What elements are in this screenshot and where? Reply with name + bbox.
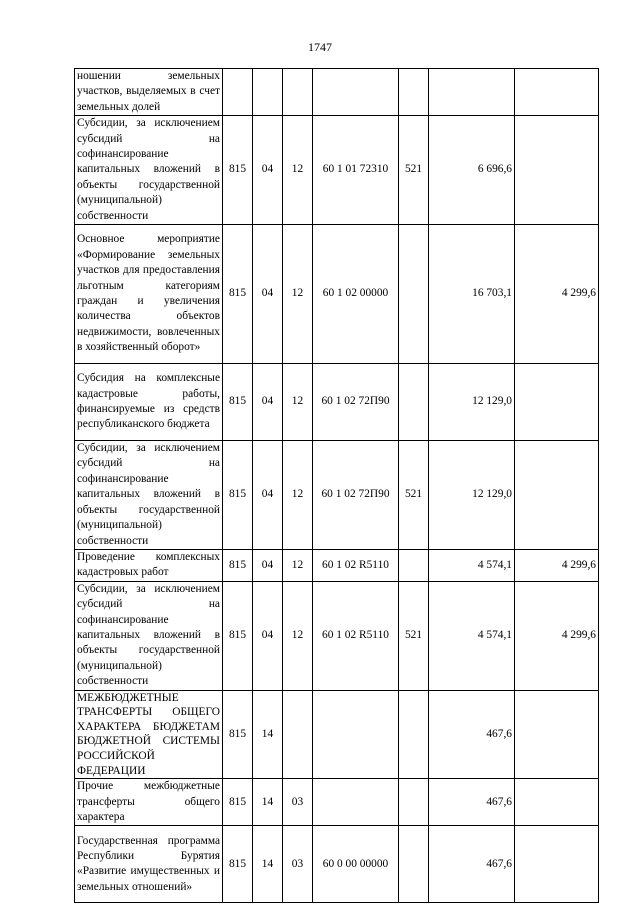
expense-type-cell: 521 [399,581,429,690]
target-article-cell: 60 1 01 72310 [313,116,399,225]
table-row [75,581,599,690]
subsection-code-cell: 12 [283,364,313,441]
amount-federal-cell [515,69,599,116]
amount-federal-cell [515,826,599,903]
section-code-cell: 04 [253,116,283,225]
row-name-cell: Субсидии, за исключением субсидий на софинансирование капитальных вложений в объекты государственной (муниципальной) собственности [75,581,223,690]
target-article-cell: 60 1 02 72П90 [313,441,399,550]
row-name-cell: ношении земельных участков, выделяемых в счет земельных долей [75,69,223,116]
ministry-code-cell: 815 [223,225,253,364]
ministry-code-cell: 815 [223,581,253,690]
table-row [75,441,599,550]
amount-federal-cell: 4 299,6 [515,549,599,581]
ministry-code-cell: 815 [223,441,253,550]
amount-federal-cell [515,690,599,779]
subsection-code-cell: 03 [283,826,313,903]
section-code-cell: 14 [253,826,283,903]
row-name-cell: Субсидии, за исключением субсидий на софинансирование капитальных вложений в объекты государственной (муниципальной) собственности [75,441,223,550]
row-name-cell: Субсидия на комплексные кадастровые работы, финансируемые из средств республиканского бюджета [75,364,223,441]
target-article-cell [313,690,399,779]
section-code-cell: 04 [253,549,283,581]
ministry-code-cell: 815 [223,364,253,441]
section-code-cell: 14 [253,779,283,826]
section-code-cell: 04 [253,225,283,364]
subsection-code-cell: 12 [283,581,313,690]
amount-federal-cell: 4 299,6 [515,225,599,364]
expense-type-cell [399,225,429,364]
amount-cell: 4 574,1 [429,581,515,690]
subsection-code-cell: 12 [283,225,313,364]
subsection-code-cell: 03 [283,779,313,826]
amount-cell: 467,6 [429,779,515,826]
subsection-code-cell: 12 [283,549,313,581]
target-article-cell: 60 1 02 00000 [313,225,399,364]
amount-federal-cell [515,441,599,550]
amount-cell: 6 696,6 [429,116,515,225]
expense-type-cell [399,364,429,441]
ministry-code-cell: 815 [223,779,253,826]
row-name-cell: Прочие межбюджетные трансферты общего характера [75,779,223,826]
table-row [75,364,599,441]
amount-cell: 4 574,1 [429,549,515,581]
subsection-code-cell [283,690,313,779]
section-code-cell: 04 [253,364,283,441]
expense-type-cell [399,69,429,116]
table-row [75,690,599,779]
page-number: 1747 [308,40,332,54]
expense-type-cell: 521 [399,116,429,225]
section-code-cell: 14 [253,690,283,779]
section-code-cell [253,69,283,116]
section-code-cell: 04 [253,441,283,550]
amount-federal-cell [515,364,599,441]
row-name-cell: Государственная программа Республики Бурятия «Развитие имущественных и земельных отношений» [75,826,223,903]
expense-type-cell [399,549,429,581]
target-article-cell: 60 1 02 72П90 [313,364,399,441]
expense-type-cell [399,779,429,826]
amount-cell: 12 129,0 [429,364,515,441]
ministry-code-cell: 815 [223,549,253,581]
subsection-code-cell: 12 [283,116,313,225]
row-name-cell: Субсидии, за исключением субсидий на софинансирование капитальных вложений в объекты государственной (муниципальной) собственности [75,116,223,225]
expense-type-cell [399,826,429,903]
row-name-cell: Основное мероприятие «Формирование земельных участков для предоставления льготным категориям граждан и увеличения количества объектов недвижимости, вовлеченных в хозяйственный оборот» [75,225,223,364]
table-row [75,116,599,225]
amount-cell: 16 703,1 [429,225,515,364]
amount-cell: 467,6 [429,690,515,779]
table-row [75,549,599,581]
subsection-code-cell [283,69,313,116]
row-name-cell: МЕЖБЮДЖЕТНЫЕ ТРАНСФЕРТЫ ОБЩЕГО ХАРАКТЕРА БЮДЖЕТАМ БЮДЖЕТНОЙ СИСТЕМЫ РОССИЙСКОЙ ФЕДЕРАЦИИ [75,690,223,779]
row-name-cell: Проведение комплексных кадастровых работ [75,549,223,581]
target-article-cell: 60 0 00 00000 [313,826,399,903]
amount-cell: 12 129,0 [429,441,515,550]
ministry-code-cell: 815 [223,690,253,779]
amount-cell [429,69,515,116]
table-row [75,225,599,364]
amount-federal-cell [515,116,599,225]
expense-type-cell [399,690,429,779]
target-article-cell [313,779,399,826]
table-row [75,69,599,116]
ministry-code-cell: 815 [223,826,253,903]
ministry-code-cell [223,69,253,116]
amount-cell: 467,6 [429,826,515,903]
expense-type-cell: 521 [399,441,429,550]
section-code-cell: 04 [253,581,283,690]
target-article-cell [313,69,399,116]
budget-table [74,68,599,903]
target-article-cell: 60 1 02 R5110 [313,549,399,581]
subsection-code-cell: 12 [283,441,313,550]
table-row [75,826,599,903]
target-article-cell: 60 1 02 R5110 [313,581,399,690]
ministry-code-cell: 815 [223,116,253,225]
amount-federal-cell: 4 299,6 [515,581,599,690]
table-row [75,779,599,826]
amount-federal-cell [515,779,599,826]
